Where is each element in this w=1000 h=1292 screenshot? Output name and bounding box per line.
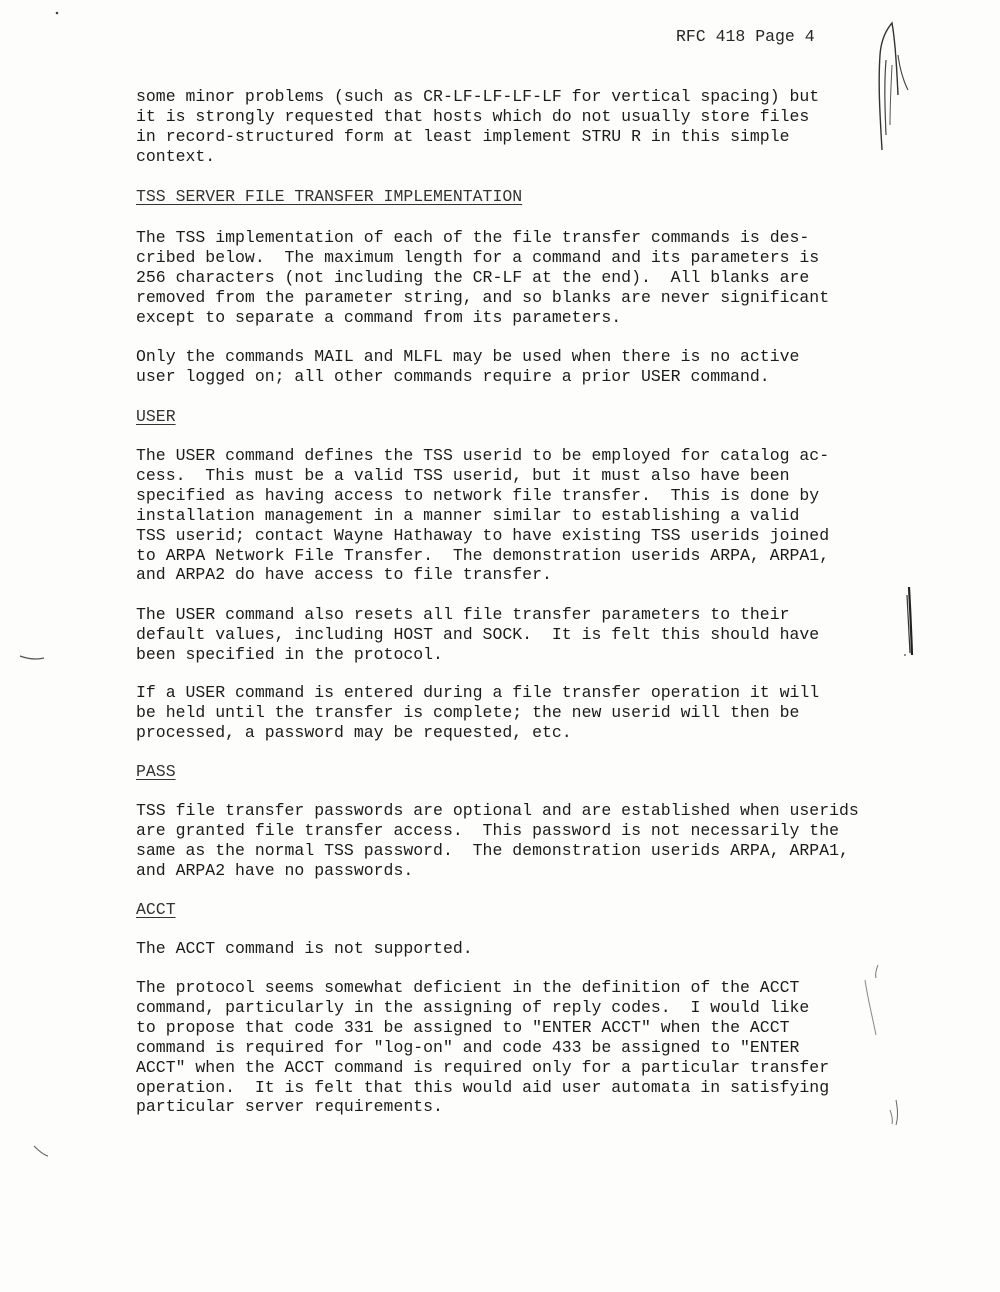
intro-paragraph (136, 87, 896, 167)
text-line: and ARPA2 do have access to file transfer. (136, 565, 552, 585)
section-heading-pass: PASS (136, 762, 176, 781)
text-line: to ARPA Network File Transfer. The demonstration userids ARPA, ARPA1, (136, 545, 830, 565)
page-header: RFC 418 Page 4 (676, 27, 815, 46)
text-line: be held until the transfer is complete; the new userid will then be (136, 702, 800, 722)
text-line: The ACCT command is not supported. (136, 939, 473, 958)
tss-paragraph-1 (136, 228, 896, 328)
text-line: user logged on; all other commands require a prior USER command. (136, 366, 770, 386)
text-line: ACCT" when the ACCT command is required only for a particular transfer (136, 1057, 830, 1077)
text-line: been specified in the protocol. (136, 644, 443, 664)
speck-mark (52, 8, 62, 18)
handwritten-margin-mark-top (860, 15, 920, 155)
text-line: cribed below. The maximum length for a command and its parameters is (136, 247, 820, 267)
left-margin-smudge (18, 640, 48, 670)
text-line: TSS file transfer passwords are optional and are established when userids (136, 801, 859, 820)
text-line: cess. This must be a valid TSS userid, but it must also have been (136, 465, 790, 485)
text-line: operation. It is felt that this would aid user automata in satisfying (136, 1077, 830, 1097)
text-line: particular server requirements. (136, 1097, 443, 1117)
text-line: specified as having access to network file transfer. This is done by (136, 485, 820, 505)
section-heading-tss-server: TSS SERVER FILE TRANSFER IMPLEMENTATION (136, 187, 523, 206)
acct-paragraph-2 (136, 978, 896, 1117)
text-line: installation management in a manner similar to establishing a valid (136, 505, 800, 525)
handwritten-margin-mark-middle (895, 585, 925, 665)
text-line: default values, including HOST and SOCK. It is felt this should have (136, 624, 820, 644)
acct-paragraph-1 (136, 939, 896, 959)
text-line: processed, a password may be requested, etc. (136, 722, 572, 742)
text-line: context. (136, 146, 216, 166)
section-heading-acct: ACCT (136, 900, 176, 919)
text-line: The protocol seems somewhat deficient in the definition of the ACCT (136, 978, 800, 997)
text-line: command, particularly in the assigning of reply codes. I would like (136, 997, 810, 1017)
handwritten-margin-mark-bottom (860, 960, 910, 1130)
text-line: same as the normal TSS password. The demonstration userids ARPA, ARPA1, (136, 840, 849, 860)
pass-paragraph-1 (136, 801, 896, 881)
user-paragraph-2 (136, 605, 896, 665)
text-line: some minor problems (such as CR-LF-LF-LF-LF for vertical spacing) but (136, 87, 820, 106)
text-line: except to separate a command from its parameters. (136, 307, 622, 327)
text-line: command is required for "log-on" and code 433 be assigned to "ENTER (136, 1037, 800, 1057)
text-line: are granted file transfer access. This password is not necessarily the (136, 820, 840, 840)
text-line: to propose that code 331 be assigned to "ENTER ACCT" when the ACCT (136, 1017, 790, 1037)
text-line: The USER command defines the TSS userid to be employed for catalog ac- (136, 446, 830, 465)
text-line: 256 characters (not including the CR-LF at the end). All blanks are (136, 267, 810, 287)
text-line: in record-structured form at least implement STRU R in this simple (136, 126, 790, 146)
tss-paragraph-2 (136, 347, 896, 387)
user-paragraph-3 (136, 683, 896, 743)
text-line: Only the commands MAIL and MLFL may be used when there is no active (136, 347, 800, 366)
text-line: TSS userid; contact Wayne Hathaway to have existing TSS userids joined (136, 525, 830, 545)
text-line: it is strongly requested that hosts which do not usually store files (136, 106, 810, 126)
text-line: The TSS implementation of each of the file transfer commands is des- (136, 228, 810, 247)
text-line: and ARPA2 have no passwords. (136, 860, 414, 880)
text-line: The USER command also resets all file transfer parameters to their (136, 605, 790, 624)
text-line: If a USER command is entered during a file transfer operation it will (136, 683, 820, 702)
user-paragraph-1 (136, 446, 896, 585)
text-line: removed from the parameter string, and so blanks are never significant (136, 287, 830, 307)
left-margin-smudge-bottom (30, 1140, 60, 1170)
section-heading-user: USER (136, 407, 176, 426)
